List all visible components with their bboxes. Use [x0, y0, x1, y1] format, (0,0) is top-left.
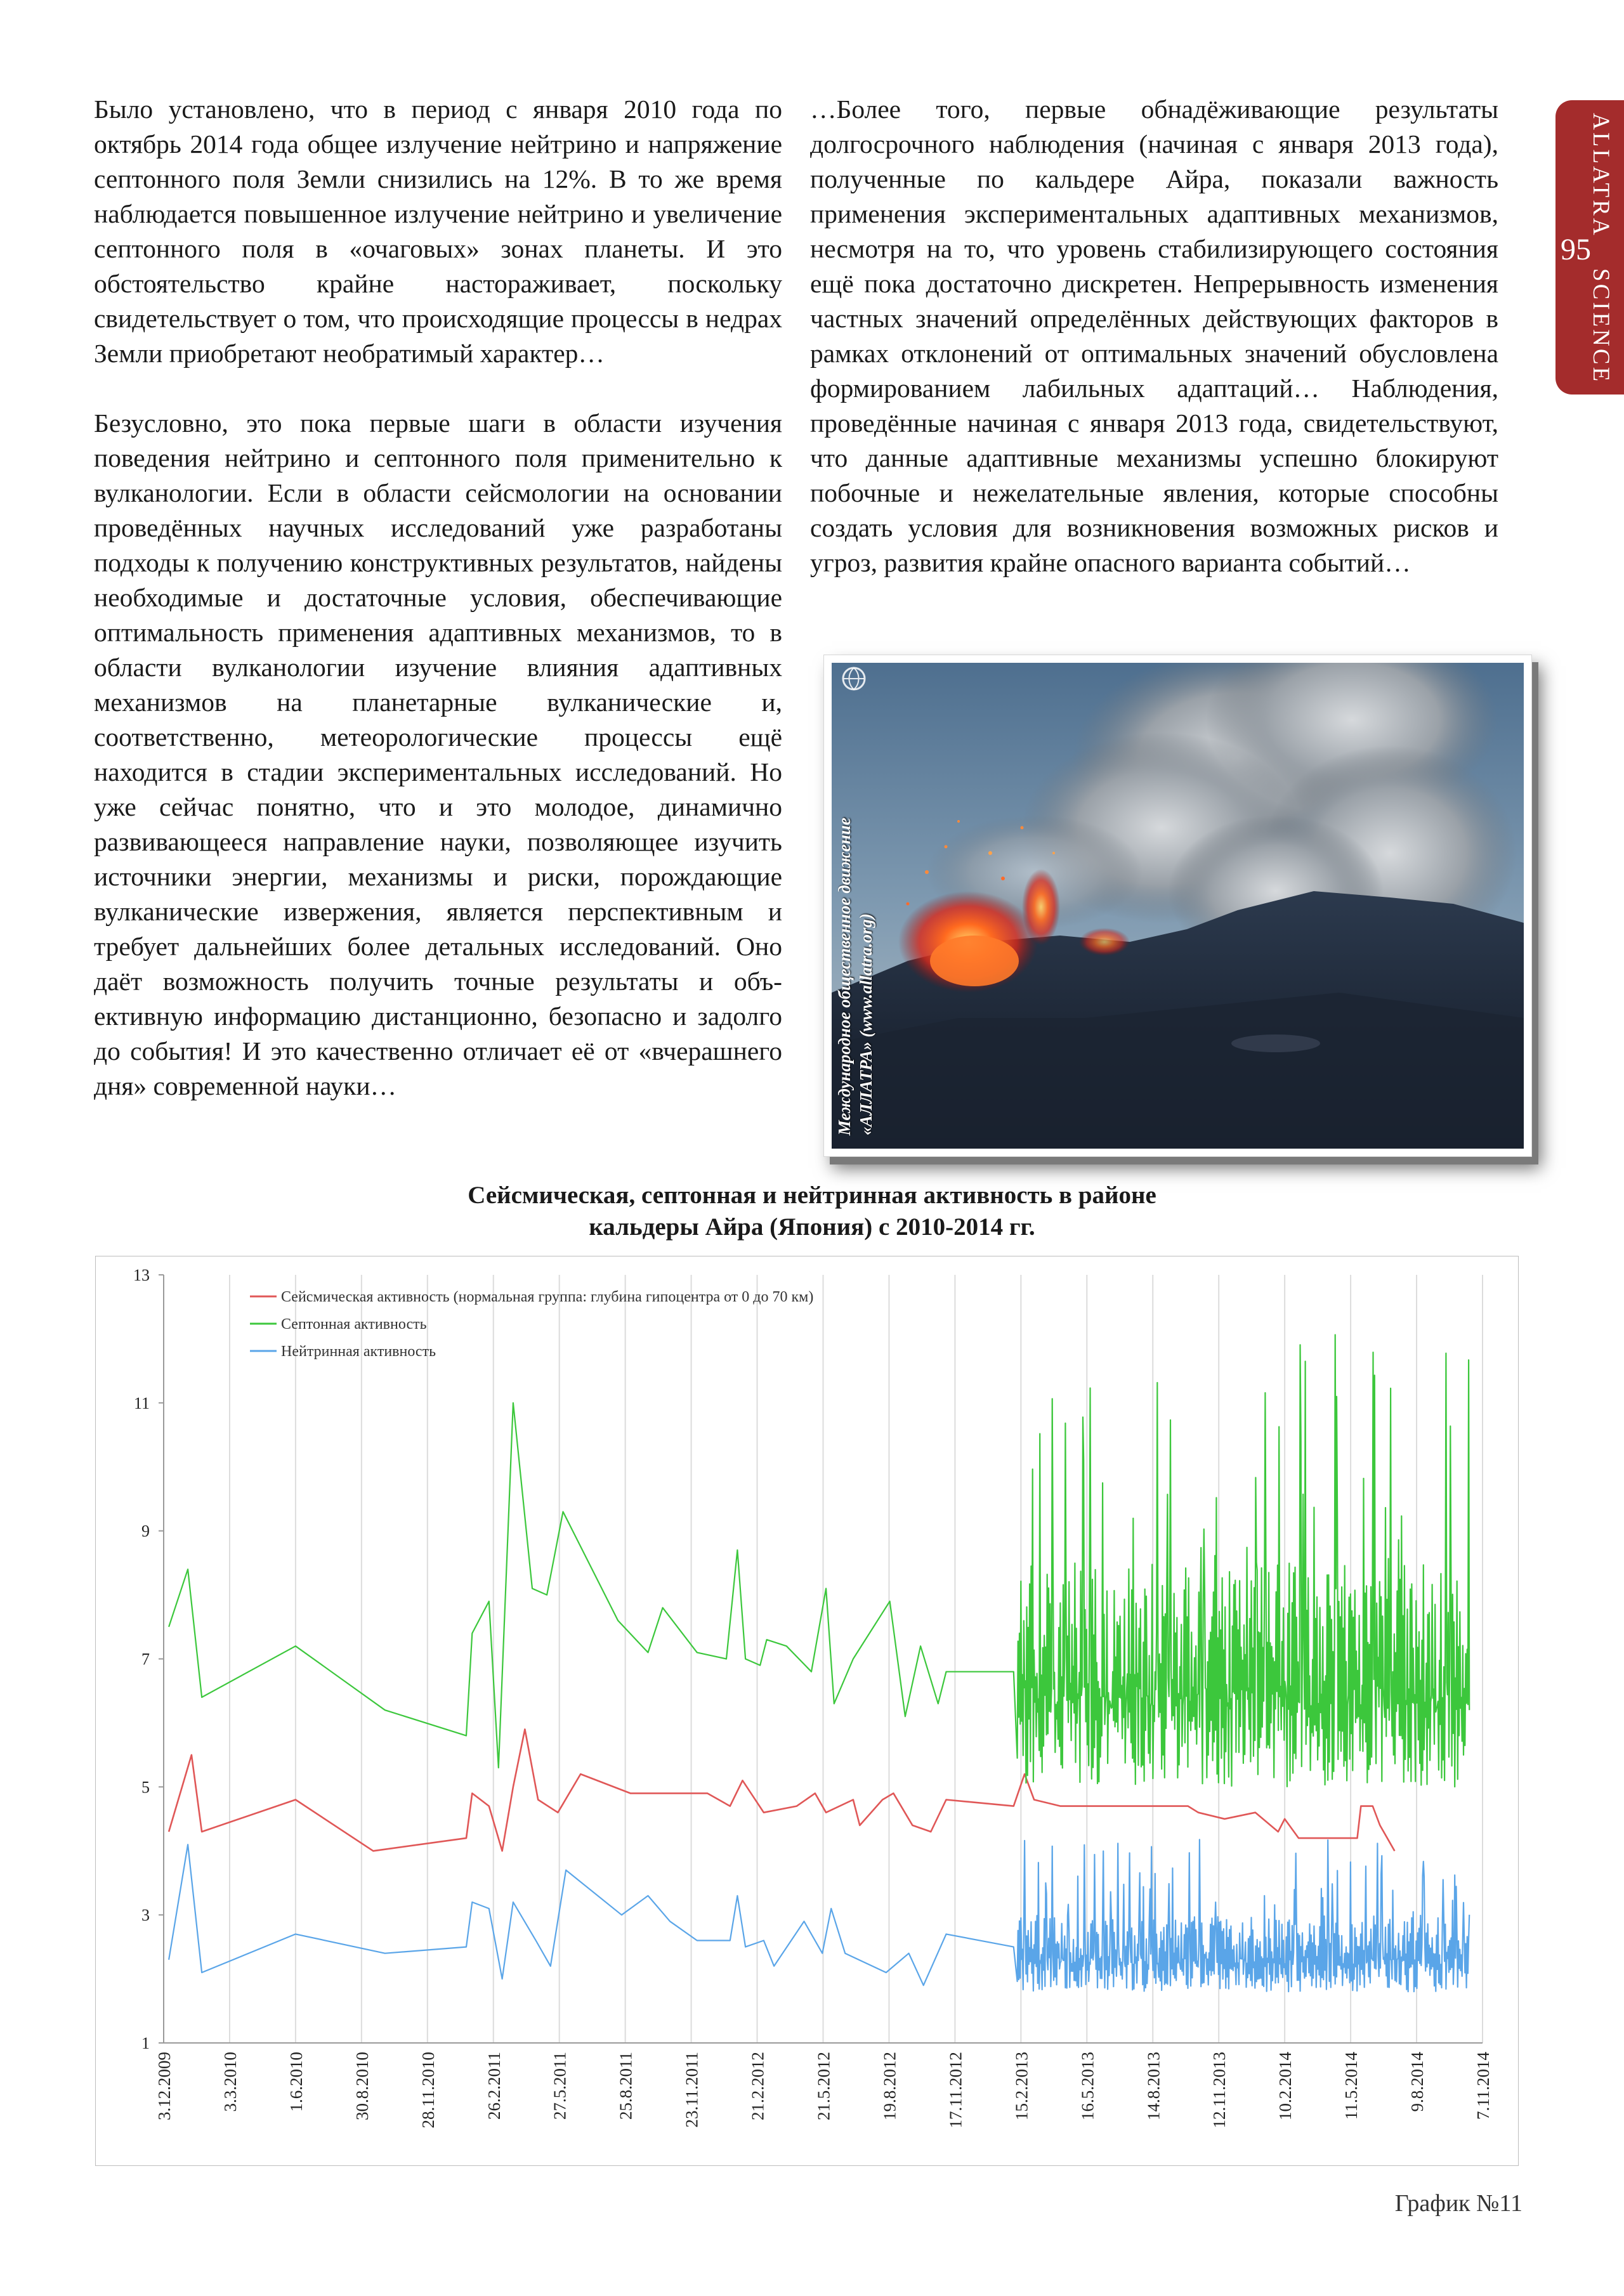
line-chart [96, 1256, 1518, 2165]
x-tick-label: 27.5.2011 [550, 2052, 570, 2120]
y-tick-label: 9 [141, 1522, 150, 1541]
x-tick-label: 21.5.2012 [814, 2052, 834, 2120]
y-tick-label: 11 [133, 1393, 150, 1412]
x-tick-label: 19.8.2012 [880, 2052, 900, 2120]
legend-label: Нейтринная активность [281, 1343, 436, 1360]
x-tick-label: 1.6.2010 [286, 2052, 306, 2112]
paragraph: …Более того, первые обнадёживающие результаты долгосрочного наблюдения (начиная с января 2013 года), полученные по кальдере Айра, показали важность применения экспериментальных адаптивных механизмов, несмотря на то, что уровень стабилизирующего состояния ещё пока достаточно дискретен. Непрерывность изменения частных значений определённых действующих факторов в рамках отклонений от оптимальных значений обусловлена формированием лабильных адаптаций… Наблюдения, проведённые начиная с января 2013 года, свидетельствуют, что данные адаптивные механизмы успешно блокируют побочные и нежелательные явления, которые способны создать условия для возникновения возможных рисков и угроз, развития крайне опасного варианта событий… [810, 95, 1498, 577]
x-tick-label: 17.11.2012 [946, 2052, 966, 2129]
section-label: SCIENCE [1588, 268, 1614, 384]
article-column-left [94, 92, 782, 1104]
x-tick-label: 25.8.2011 [616, 2052, 636, 2120]
article-column-right [810, 92, 1498, 580]
chart-title-line: Сейсмическая, септонная и нейтринная активность в районе [468, 1182, 1156, 1209]
x-tick-label: 30.8.2010 [352, 2052, 372, 2120]
logo-globe-icon [841, 666, 867, 691]
page-number: 95 [1561, 233, 1591, 266]
photo-frame [823, 655, 1532, 1157]
legend-label: Сейсмическая активность (нормальная группа: глубина гипоцентра от 0 до 70 км) [281, 1289, 814, 1305]
x-tick-label: 28.11.2010 [418, 2052, 438, 2129]
volcano-eruption-photo [832, 663, 1524, 1149]
photo-credit-line: «АЛЛАТРА» (www.allatra.org) [856, 913, 875, 1135]
x-tick-label: 3.3.2010 [220, 2052, 240, 2112]
chart-title [0, 1180, 1624, 1243]
section-side-tab [1555, 100, 1624, 395]
x-tick-label: 9.8.2014 [1408, 2052, 1427, 2112]
y-tick-label: 1 [141, 2034, 150, 2052]
x-tick-label: 21.2.2012 [748, 2052, 768, 2120]
x-tick-label: 10.2.2014 [1276, 2052, 1295, 2120]
y-tick-label: 13 [133, 1266, 150, 1284]
x-tick-label: 23.11.2011 [682, 2052, 702, 2128]
y-tick-label: 5 [141, 1778, 150, 1797]
chart-container [95, 1256, 1519, 2166]
chart-title-line: кальдеры Айра (Япония) с 2010-2014 гг. [589, 1213, 1035, 1241]
series-line [169, 1335, 1469, 1787]
series-line [169, 1839, 1469, 1992]
photo-credit [830, 662, 887, 1148]
photo-credit-line: Международное общественное движение [835, 817, 854, 1135]
chart-number: График №11 [1394, 2190, 1522, 2217]
x-tick-label: 14.8.2013 [1144, 2052, 1163, 2120]
x-tick-label: 12.11.2013 [1210, 2052, 1229, 2129]
paragraph: Безусловно, это пока первые шаги в области изучения поведения нейтрино и септонного поля применительно к вулканологии. Если в области сейсмологии на основании проведённых научных исследований уже разработаны подходы к получению конструктивных результатов, найдены необходимые и достаточные условия, обеспечивающие оптимальность применения адаптивных механизмов, то в области вулканологии изучение влияния адаптивных механизмов на планетарные вулканические и, соответственно, метеорологические процессы ещё находится в стадии экспериментальных исследований. Но уже сейчас понятно, что и это молодое, динамично развивающееся направление науки, позволяющее изучить источники энергии, механизмы и риски, порождающие вулканические извержения, является перспективным и требует дальнейших более детальных исследований. Оно даёт возможность получить точные результаты и объективную информацию дистанционно, безопасно и задолго до события! И это качественно отличает её от «вчерашнего дня» современной науки… [94, 408, 782, 1100]
series-line [169, 1730, 1394, 1851]
x-tick-label: 15.2.2013 [1012, 2052, 1031, 2120]
paragraph: Было установлено, что в период с января 2010 года по октябрь 2014 года общее излучение нейтрино и напряжение септонного поля Земли снизились на 12%. В то же время наблюдается повышенное излучение нейтрино и увеличение септонного поля в «очаговых» зонах планеты. И это обстоятельство крайне настораживает, поскольку свидетельствует о том, что происходящие процессы в недрах Земли приобретают необратимый характер… [94, 95, 782, 368]
x-tick-label: 16.5.2013 [1078, 2052, 1097, 2120]
legend-label: Септонная активность [281, 1316, 427, 1333]
y-tick-label: 3 [141, 1906, 150, 1925]
x-tick-label: 7.11.2014 [1474, 2052, 1493, 2120]
brand-label: ALLATRA [1588, 113, 1614, 238]
x-tick-label: 11.5.2014 [1342, 2052, 1361, 2120]
x-tick-label: 3.12.2009 [155, 2052, 174, 2120]
y-tick-label: 7 [141, 1650, 150, 1669]
x-tick-label: 26.2.2011 [484, 2052, 504, 2120]
